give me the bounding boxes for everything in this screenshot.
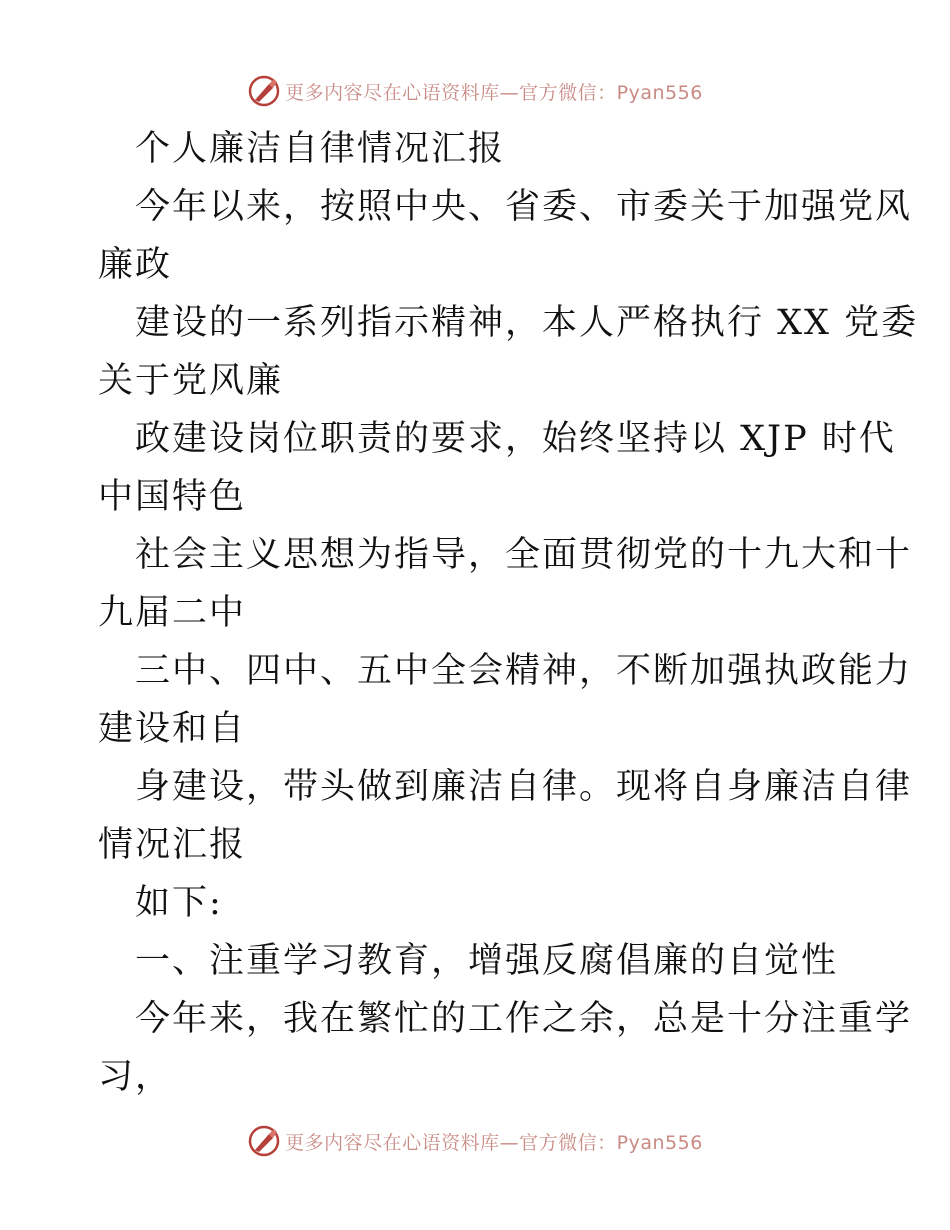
watermark-text: 更多内容尽在心语资料库—官方微信：Pyan556 — [285, 81, 703, 104]
paragraph-line: 廉政 — [98, 245, 173, 285]
paragraph-line: 社会主义思想为指导，全面贯彻党的十九大和十 — [135, 535, 913, 575]
paragraph-line: 关于党风廉 — [98, 361, 284, 401]
paragraph-line: 今年以来，按照中央、省委、市委关于加强党风 — [135, 187, 913, 227]
document-title: 个人廉洁自律情况汇报 — [135, 129, 506, 169]
pen-logo-icon — [247, 74, 281, 108]
paragraph-line: 九届二中 — [98, 593, 247, 633]
watermark-text: 更多内容尽在心语资料库—官方微信：Pyan556 — [285, 1131, 703, 1154]
paragraph-line: 建设和自 — [98, 709, 247, 749]
paragraph-line: 今年来，我在繁忙的工作之余，总是十分注重学 — [135, 999, 913, 1039]
paragraph-line: 身建设，带头做到廉洁自律。现将自身廉洁自律 — [135, 767, 913, 807]
paragraph-line: 中国特色 — [98, 477, 247, 517]
watermark-footer — [0, 1121, 950, 1161]
pen-logo-icon — [247, 1124, 281, 1158]
section-heading: 一、注重学习教育，增强反腐倡廉的自觉性 — [135, 941, 839, 981]
paragraph-line: 如下: — [135, 883, 223, 923]
paragraph-line: 建设的一系列指示精神，本人严格执行 XX 党委 — [135, 303, 919, 343]
paragraph-line: 情况汇报 — [98, 825, 247, 865]
paragraph-line: 习， — [98, 1057, 173, 1097]
paragraph-line: 政建设岗位职责的要求，始终坚持以 XJP 时代 — [135, 419, 896, 459]
paragraph-line: 三中、四中、五中全会精神，不断加强执政能力 — [135, 651, 913, 691]
document-body — [98, 120, 919, 1106]
watermark-header — [0, 71, 950, 111]
